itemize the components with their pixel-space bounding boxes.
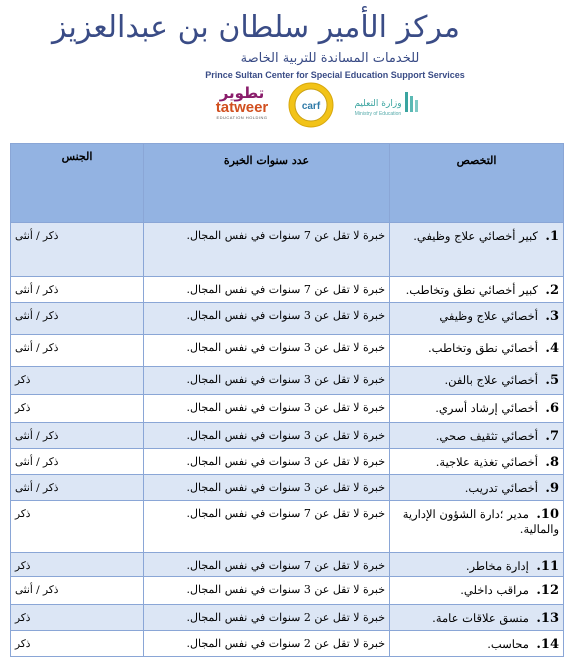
table-row <box>11 475 564 501</box>
experience-text: خبرة لا تقل عن 7 سنوات في نفس المجال. <box>186 229 385 242</box>
cell-gender <box>11 303 144 335</box>
cell-specialty <box>390 423 564 449</box>
cell-experience <box>144 423 390 449</box>
tatweer-logo-arabic: تطوير <box>219 84 265 102</box>
experience-text: خبرة لا تقل عن 3 سنوات في نفس المجال. <box>186 429 385 442</box>
table-header-row <box>11 144 564 223</box>
cell-specialty <box>390 475 564 501</box>
gender-text: ذكر / أنثى <box>15 310 59 322</box>
cell-specialty <box>390 367 564 395</box>
cell-gender <box>11 475 144 501</box>
center-subtitle-arabic: للخدمات المساندة للتربية الخاصة <box>240 51 420 66</box>
gender-text: ذكر / أنثى <box>15 456 59 468</box>
specialty-text: أخصائي تثقيف صحي. <box>435 429 538 443</box>
cell-specialty <box>390 577 564 605</box>
specialty-text: أخصائي علاج وظيفي <box>439 309 538 323</box>
gender-text: ذكر <box>15 508 31 520</box>
table-row <box>11 367 564 395</box>
cell-gender <box>11 223 144 277</box>
row-number: 2. <box>545 283 559 298</box>
cell-experience <box>144 605 390 631</box>
cell-gender <box>11 605 144 631</box>
header-experience: عدد سنوات الخبرة <box>144 144 390 223</box>
moe-logo-english: Ministry of Education <box>354 111 402 117</box>
cell-experience <box>144 475 390 501</box>
cell-experience <box>144 303 390 335</box>
gender-text: ذكر / أنثى <box>15 584 59 596</box>
cell-gender <box>11 553 144 577</box>
table-row <box>11 395 564 423</box>
gender-text: ذكر <box>15 374 31 386</box>
cell-specialty <box>390 553 564 577</box>
header-gender: الجنس <box>11 144 144 223</box>
table-row <box>11 605 564 631</box>
specialty-text: أخصائي إرشاد أسري. <box>435 401 538 415</box>
cell-experience <box>144 223 390 277</box>
cell-gender <box>11 367 144 395</box>
specialty-text: محاسب. <box>487 637 529 651</box>
cell-gender <box>11 501 144 553</box>
table-row <box>11 223 564 277</box>
svg-text:carf: carf <box>301 101 321 112</box>
specialty-text: أخصائي علاج بالفن. <box>444 373 538 387</box>
cell-specialty <box>390 501 564 553</box>
cell-specialty <box>390 223 564 277</box>
row-number: 10. <box>536 507 559 522</box>
experience-text: خبرة لا تقل عن 3 سنوات في نفس المجال. <box>186 341 385 354</box>
row-number: 9. <box>545 481 559 496</box>
page-header <box>0 0 573 140</box>
specialty-text: إدارة مخاطر. <box>465 559 529 573</box>
gender-text: ذكر / أنثى <box>15 482 59 494</box>
specialty-text: أخصائي تدريب. <box>464 481 538 495</box>
tatweer-logo-english: tatweer <box>215 99 269 116</box>
cell-experience <box>144 501 390 553</box>
cell-specialty <box>390 277 564 303</box>
cell-experience <box>144 577 390 605</box>
cell-gender <box>11 335 144 367</box>
cell-specialty <box>390 449 564 475</box>
carf-logo <box>288 82 334 128</box>
row-number: 3. <box>545 309 559 324</box>
cell-experience <box>144 367 390 395</box>
moe-logo-arabic: وزارة التعليم <box>354 99 402 109</box>
cell-gender <box>11 395 144 423</box>
experience-text: خبرة لا تقل عن 2 سنوات في نفس المجال. <box>186 637 385 650</box>
table-row <box>11 423 564 449</box>
experience-text: خبرة لا تقل عن 7 سنوات في نفس المجال. <box>186 507 385 520</box>
cell-experience <box>144 395 390 423</box>
specialty-text: مدير ؛دارة الشؤون الإدارية والمالية. <box>402 507 559 536</box>
row-number: 4. <box>545 341 559 356</box>
row-number: 5. <box>545 373 559 388</box>
experience-text: خبرة لا تقل عن 3 سنوات في نفس المجال. <box>186 309 385 322</box>
table-row <box>11 449 564 475</box>
ministry-of-education-logo <box>352 86 418 120</box>
gender-text: ذكر <box>15 638 31 650</box>
experience-text: خبرة لا تقل عن 3 سنوات في نفس المجال. <box>186 401 385 414</box>
cell-gender <box>11 277 144 303</box>
table-row <box>11 553 564 577</box>
specialty-text: أخصائي تغذية علاجية. <box>435 455 538 469</box>
cell-gender <box>11 423 144 449</box>
experience-text: خبرة لا تقل عن 3 سنوات في نفس المجال. <box>186 583 385 596</box>
cell-specialty <box>390 303 564 335</box>
experience-text: خبرة لا تقل عن 3 سنوات في نفس المجال. <box>186 455 385 468</box>
specialty-text: كبير أخصائي علاج وظيفي. <box>413 229 538 243</box>
gender-text: ذكر / أنثى <box>15 230 59 242</box>
gender-text: ذكر / أنثى <box>15 284 59 296</box>
jobs-table <box>10 143 564 657</box>
cell-experience <box>144 335 390 367</box>
cell-specialty <box>390 335 564 367</box>
cell-gender <box>11 631 144 657</box>
row-number: 8. <box>545 455 559 470</box>
experience-text: خبرة لا تقل عن 7 سنوات في نفس المجال. <box>186 559 385 572</box>
table-row <box>11 631 564 657</box>
gender-text: ذكر <box>15 402 31 414</box>
cell-specialty <box>390 605 564 631</box>
table-row <box>11 335 564 367</box>
row-number: 11. <box>536 559 559 574</box>
experience-text: خبرة لا تقل عن 3 سنوات في نفس المجال. <box>186 373 385 386</box>
tatweer-logo <box>206 84 278 122</box>
cell-experience <box>144 631 390 657</box>
cell-specialty <box>390 395 564 423</box>
gender-text: ذكر <box>15 612 31 624</box>
experience-text: خبرة لا تقل عن 2 سنوات في نفس المجال. <box>186 611 385 624</box>
row-number: 14. <box>536 637 559 652</box>
tatweer-logo-sub: EDUCATION HOLDING <box>216 115 268 120</box>
experience-text: خبرة لا تقل عن 7 سنوات في نفس المجال. <box>186 283 385 296</box>
specialty-text: أخصائي نطق وتخاطب. <box>428 341 538 355</box>
cell-gender <box>11 449 144 475</box>
header-specialty: التخصص <box>390 144 564 223</box>
table-row <box>11 501 564 553</box>
gender-text: ذكر / أنثى <box>15 342 59 354</box>
cell-gender <box>11 577 144 605</box>
cell-experience <box>144 553 390 577</box>
specialty-text: مراقب داخلي. <box>460 583 529 597</box>
row-number: 12. <box>536 583 559 598</box>
table-row <box>11 277 564 303</box>
cell-specialty <box>390 631 564 657</box>
cell-experience <box>144 277 390 303</box>
row-number: 7. <box>545 429 559 444</box>
experience-text: خبرة لا تقل عن 3 سنوات في نفس المجال. <box>186 481 385 494</box>
center-title-arabic: مركز الأمير سلطان بن عبدالعزيز <box>51 10 460 45</box>
specialty-text: منسق علاقات عامة. <box>432 611 529 625</box>
center-subtitle-english: Prince Sultan Center for Special Education Support Services <box>205 70 465 80</box>
table-row <box>11 303 564 335</box>
row-number: 6. <box>545 401 559 416</box>
table-body <box>11 223 564 657</box>
specialty-text: كبير أخصائي نطق وتخاطب. <box>405 283 538 297</box>
cell-experience <box>144 449 390 475</box>
row-number: 13. <box>536 611 559 626</box>
gender-text: ذكر <box>15 560 31 572</box>
gender-text: ذكر / أنثى <box>15 430 59 442</box>
row-number: 1. <box>545 229 559 244</box>
table-row <box>11 577 564 605</box>
